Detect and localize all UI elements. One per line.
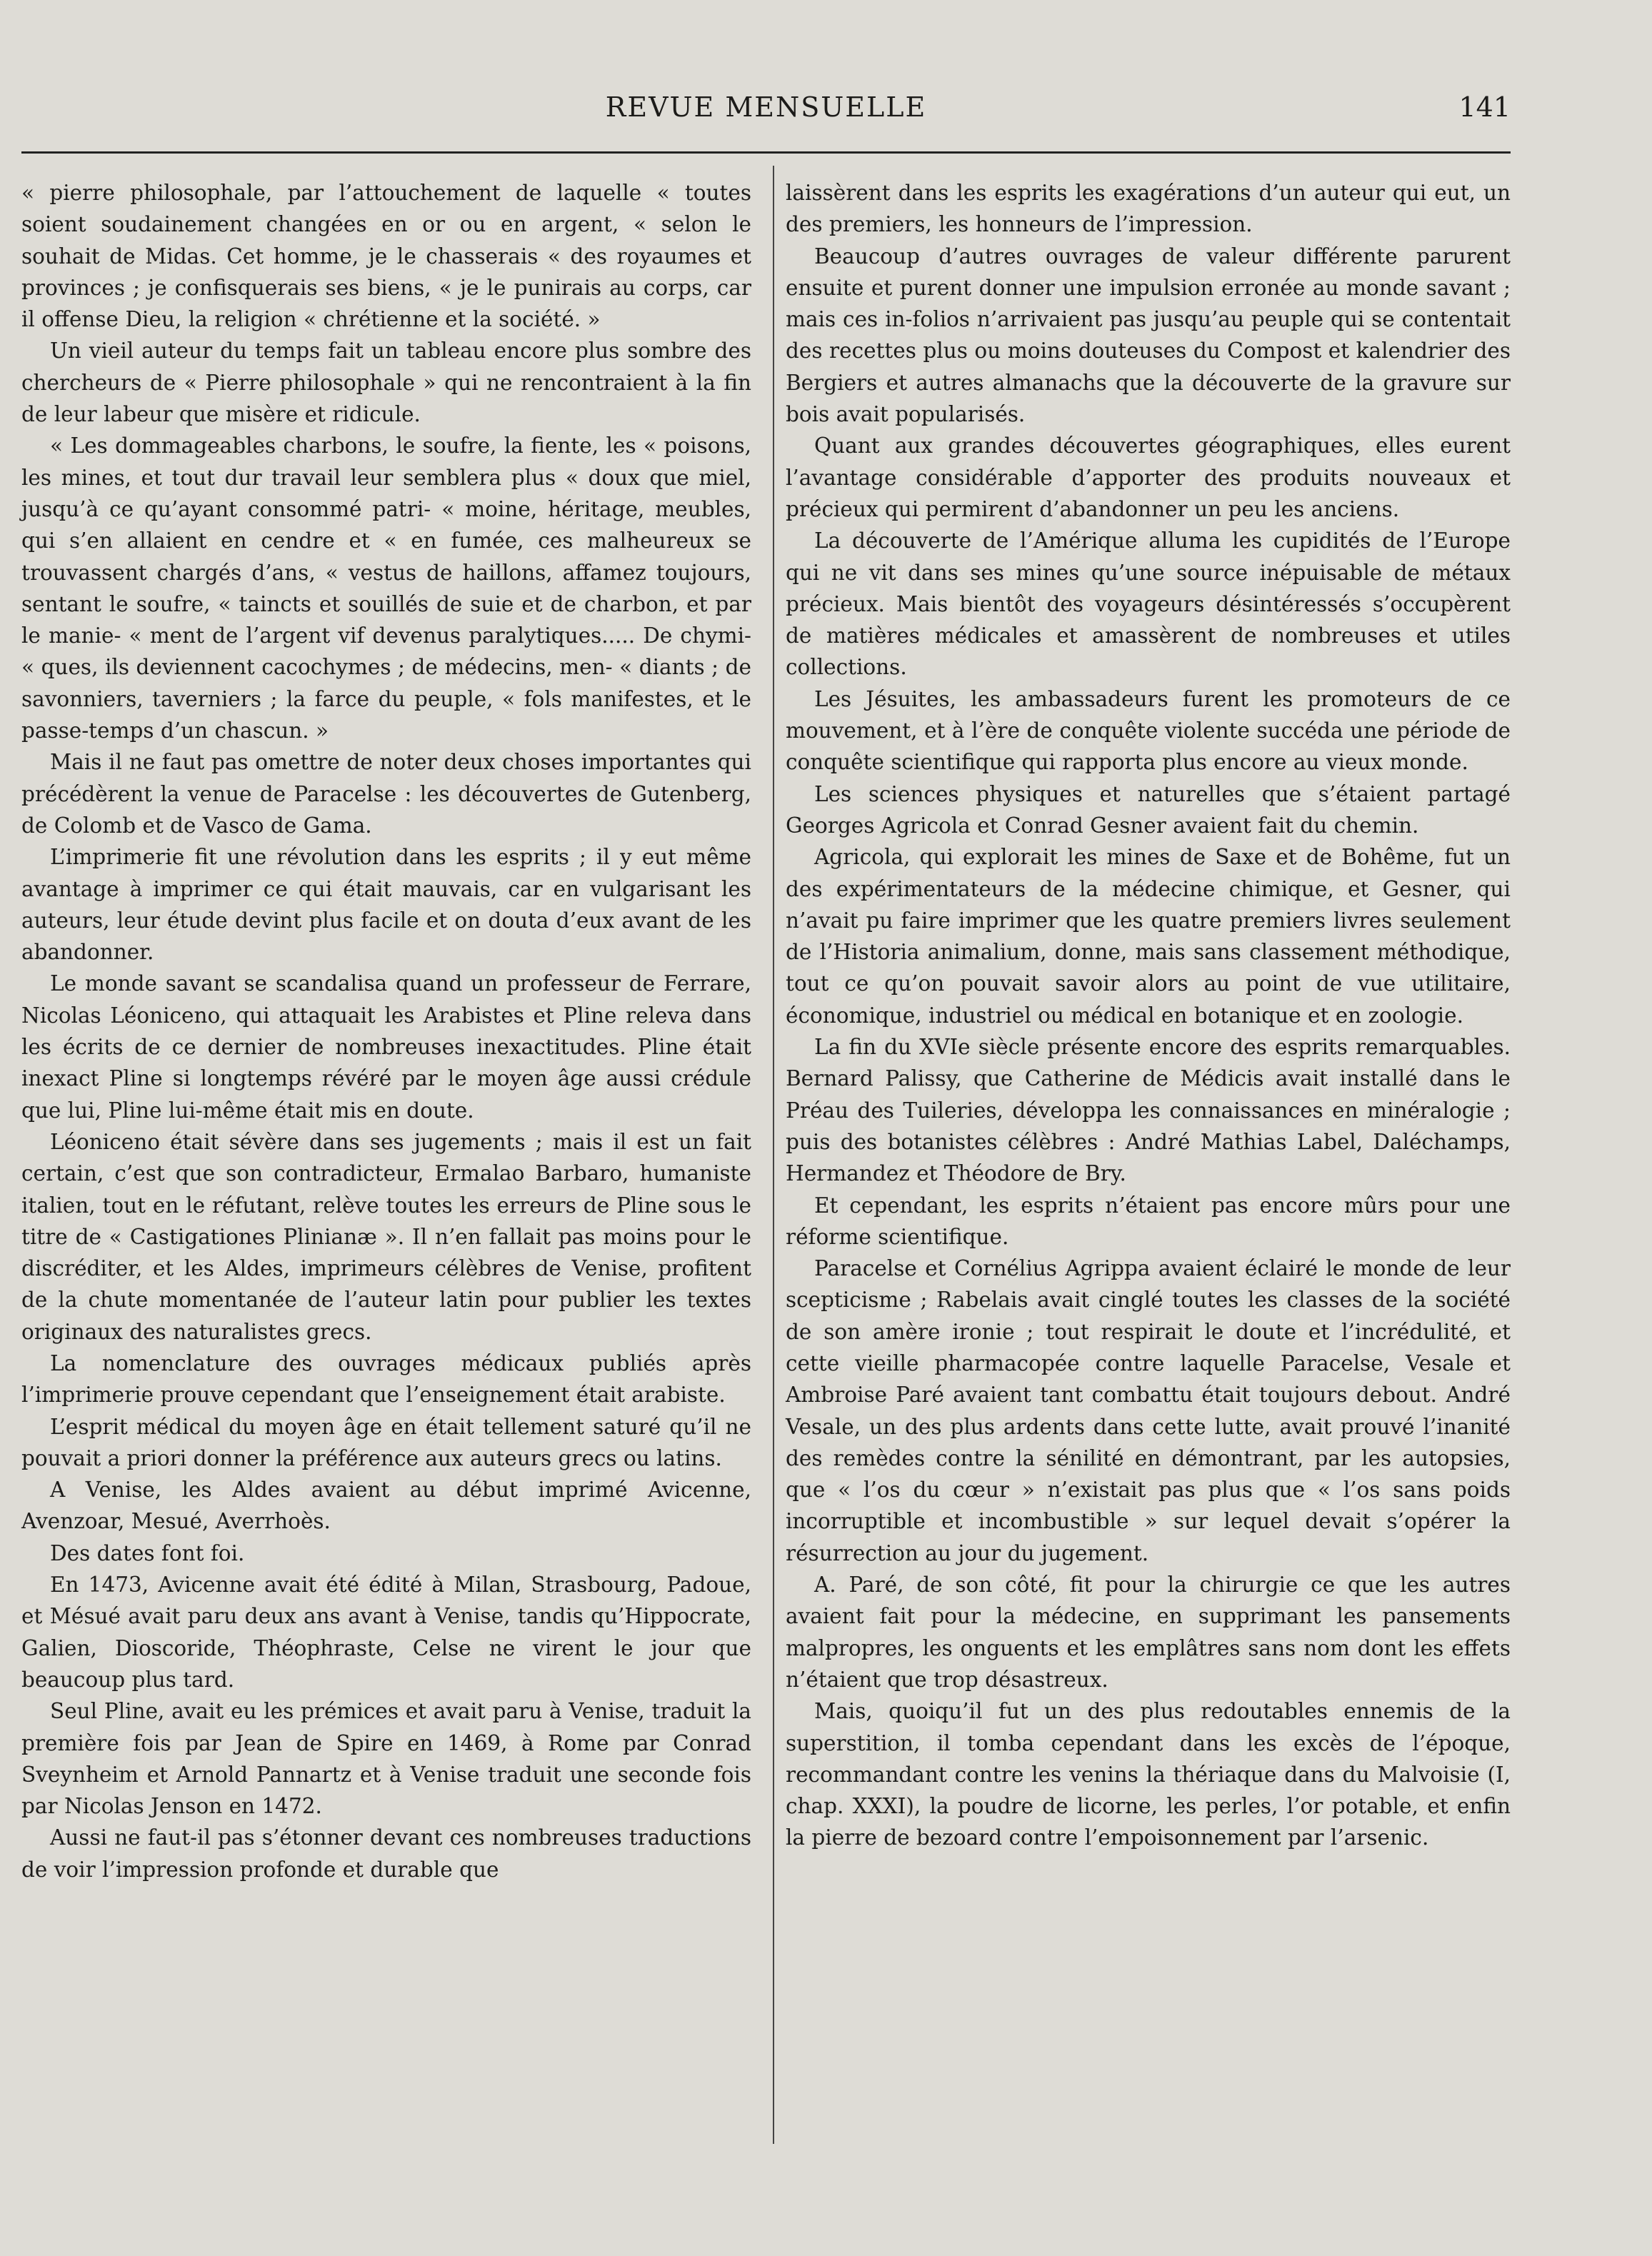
- paragraph: Seul Pline, avait eu les prémices et avait paru à Venise, traduit la première fois par Jean de Spire en 1469, à Rome par Conrad Sveynheim et Arnold Pannartz et à Venise traduit une seconde fois par Nicolas Jenson en 1472.: [21, 1699, 751, 1819]
- journal-title: REVUE MENSUELLE: [605, 91, 927, 123]
- page-number: 141: [1458, 91, 1511, 123]
- paragraph: Mais il ne faut pas omettre de noter deux choses importantes qui précédèrent la venue de Paracelse : les découvertes de Gutenberg, de Colomb et de Vasco de Gama.: [21, 750, 751, 838]
- paragraph: En 1473, Avicenne avait été édité à Milan, Strasbourg, Padoue, et Mésué avait paru deux ans avant à Venise, tandis qu’Hippocrate, Galien, Dioscoride, Théophraste, Celse ne virent le jour que beaucoup plus tard.: [21, 1573, 751, 1692]
- paragraph: L’imprimerie fit une révolution dans les esprits ; il y eut même avantage à imprimer ce qui était mauvais, car en vulgarisant les auteurs, leur étude devint plus facile et on douta d’eux avant de les abandonner.: [21, 845, 751, 965]
- paragraph: L’esprit médical du moyen âge en était tellement saturé qu’il ne pouvait a priori donner la préférence aux auteurs grecs ou latins.: [21, 1414, 751, 1470]
- paragraph: Mais, quoiqu’il fut un des plus redoutables ennemis de la superstition, il tomba cependant dans les excès de l’époque, recommandant contre les venins la thériaque dans du Malvoisie (I, chap. XXXI), la poudre de licorne, les perles, l’or potable, et enfin la pierre de bezoard contre l’empoisonnement par l’arsenic.: [786, 1699, 1511, 1850]
- paragraph: Et cependant, les esprits n’étaient pas encore mûrs pour une réforme scientifique.: [786, 1193, 1511, 1249]
- paragraph: « Les dommageables charbons, le soufre, la fiente, les « poisons, les mines, et tout dur travail leur semblera plus « doux que miel, jusqu’à ce qu’ayant consommé patri- « moine, héritage, meubles, qui s’en allaient en cendre et « en fumée, ces malheureux se trouvassent chargés d’ans, « vestus de haillons, affamez toujours, sentant le soufre, « taincts et souillés de suie et de charbon, et par le manie- « ment de l’argent vif devenus paralytiques..... De chymi- « ques, ils deviennent cacochymes ; de médecins, men- « diants ; de savonniers, taverniers ; la farce du peuple, « fols manifestes, et le passe-temps d’un chascun. »: [21, 433, 751, 743]
- paragraph: A. Paré, de son côté, fit pour la chirurgie ce que les autres avaient fait pour la médecine, en supprimant les pansements malpropres, les onguents et les emplâtres sans nom dont les effets n’étaient que trop désastreux.: [786, 1573, 1511, 1692]
- running-head: [21, 91, 1511, 134]
- right-column: [786, 177, 1511, 1854]
- paragraph: laissèrent dans les esprits les exagérations d’un auteur qui eut, un des premiers, les honneurs de l’impression.: [786, 181, 1511, 237]
- paragraph: Beaucoup d’autres ouvrages de valeur différente parurent ensuite et purent donner une impulsion erronée au monde savant ; mais ces in-folios n’arrivaient pas jusqu’au peuple qui se contentait des recettes plus ou moins douteuses du Compost et kalendrier des Bergiers et autres almanachs que la découverte de la gravure sur bois avait popularisés.: [786, 244, 1511, 427]
- header-rule: [21, 151, 1511, 154]
- paragraph: « pierre philosophale, par l’attouchement de laquelle « toutes soient soudainement changées en or ou en argent, « selon le souhait de Midas. Cet homme, je le chasserais « des royaumes et provinces ; je confisquerais ses biens, « je le punirais au corps, car il offense Dieu, la religion « chrétienne et la société. »: [21, 181, 751, 332]
- paragraph: Aussi ne faut-il pas s’étonner devant ces nombreuses traductions de voir l’impression profonde et durable que: [21, 1825, 751, 1882]
- paragraph: Le monde savant se scandalisa quand un professeur de Ferrare, Nicolas Léoniceno, qui attaquait les Arabistes et Pline releva dans les écrits de ce dernier de nombreuses inexactitudes. Pline était inexact Pline si longtemps révéré par le moyen âge aussi crédule que lui, Pline lui-même était mis en doute.: [21, 971, 751, 1123]
- column-divider: [773, 166, 774, 2144]
- paragraph: A Venise, les Aldes avaient au début imprimé Avicenne, Avenzoar, Mesué, Averrhoès.: [21, 1478, 751, 1534]
- paragraph: La nomenclature des ouvrages médicaux publiés après l’imprimerie prouve cependant que l’enseignement était arabiste.: [21, 1350, 751, 1408]
- paragraph: Paracelse et Cornélius Agrippa avaient éclairé le monde de leur scepticisme ; Rabelais avait cinglé toutes les classes de la société de son amère ironie ; tout respirait le doute et l’incrédulité, et cette vieille pharmacopée contre laquelle Paracelse, Vesale et Ambroise Paré avaient tant combattu était toujours debout. André Vesale, un des plus ardents dans cette lutte, avait prouvé l’inanité des remèdes contre la sénilité en démontrant, par les autopsies, que « l’os du cœur » n’existait pas plus que « l’os sans poids incorruptible et incombustible » sur lequel devait s’opérer la résurrection au jour du jugement.: [786, 1256, 1511, 1565]
- paragraph: Quant aux grandes découvertes géographiques, elles eurent l’avantage considérable d’apporter des produits nouveaux et précieux qui permirent d’abandonner un peu les anciens.: [786, 433, 1511, 521]
- paragraph: Les Jésuites, les ambassadeurs furent les promoteurs de ce mouvement, et à l’ère de conquête violente succéda une période de conquête scientifique qui rapporta plus encore au vieux monde.: [786, 686, 1511, 775]
- paragraph: La découverte de l’Amérique alluma les cupidités de l’Europe qui ne vit dans ses mines qu’une source inépuisable de métaux précieux. Mais bientôt des voyageurs désintéressés s’occupèrent de matières médicales et amassèrent de nombreuses et utiles collections.: [786, 528, 1511, 680]
- paragraph: Agricola, qui explorait les mines de Saxe et de Bohême, fut un des expérimentateurs de la médecine chimique, et Gesner, qui n’avait pu faire imprimer que les quatre premiers livres seulement de l’Historia animalium, donne, mais sans classement méthodique, tout ce qu’on pouvait savoir alors au point de vue utilitaire, économique, industriel ou médical en botanique et en zoologie.: [786, 845, 1511, 1028]
- paragraph: Léoniceno était sévère dans ses jugements ; mais il est un fait certain, c’est que son contradicteur, Ermalao Barbaro, humaniste italien, tout en le réfutant, relève toutes les erreurs de Pline sous le titre de « Castigationes Plinianæ ». Il n’en fallait pas moins pour le discréditer, et les Aldes, imprimeurs célèbres de Venise, profitent de la chute momentanée de l’auteur latin pour publier les textes originaux des naturalistes grecs.: [21, 1129, 751, 1344]
- paragraph: Des dates font foi.: [50, 1540, 245, 1565]
- paragraph: Les sciences physiques et naturelles que s’étaient partagé Georges Agricola et Conrad Gesner avaient fait du chemin.: [786, 781, 1511, 838]
- paragraph: Un vieil auteur du temps fait un tableau encore plus sombre des chercheurs de « Pierre philosophale » qui ne rencontraient à la fin de leur labeur que misère et ridicule.: [21, 339, 751, 427]
- paragraph: La fin du XVIe siècle présente encore des esprits remarquables. Bernard Palissy, que Catherine de Médicis avait installé dans le Préau des Tuileries, développa les connaissances en minéralogie ; puis des botanistes célèbres : André Mathias Label, Daléchamps, Hermandez et Théodore de Bry.: [786, 1035, 1511, 1186]
- left-column: [21, 177, 751, 1885]
